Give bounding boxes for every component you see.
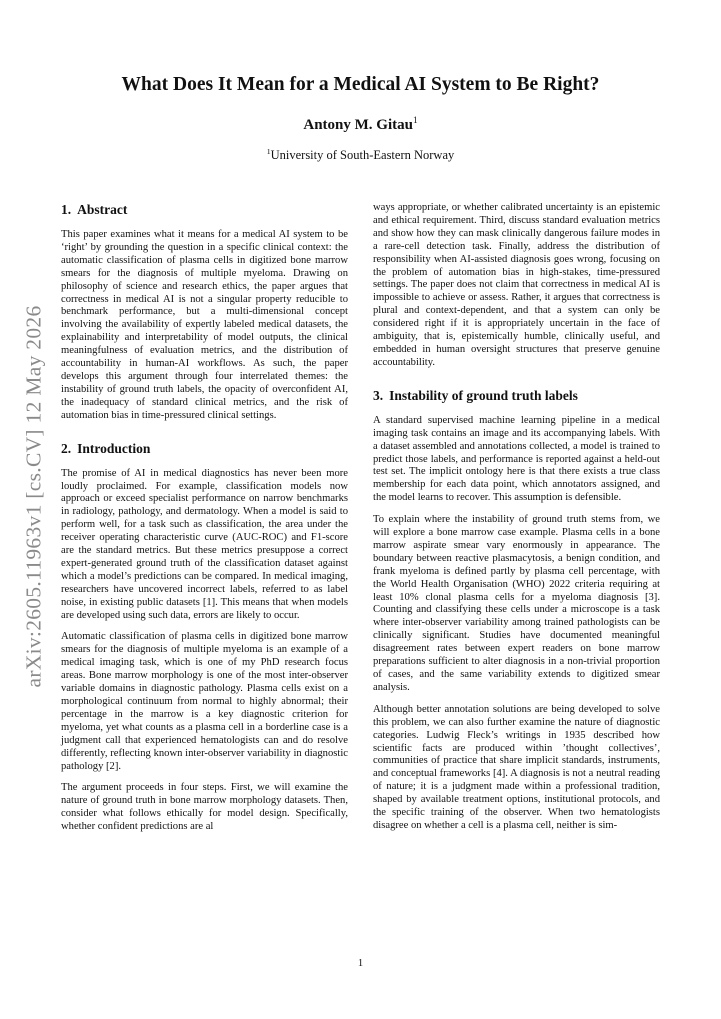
abstract-paragraph: This paper examines what it means for a medical AI system to be ‘right’ by grounding the question in a specific clinical context: the automatic classification of plasma cells in digitized bone marrow smears for the diagnosis of multiple myeloma. Drawing on philosophy of science and research ethics, the paper argues that correctness in medical AI is not a singular property reducible to benchmark performance, but a multi-dimensional concept involving the availability of expertly labeled medical datasets, the explainability and interpretability of model outputs, the clinical meaningfulness of evaluation metrics, and the distribution of accountability in human-AI workflows. As such, the paper develops this argument through four interrelated themes: the instability of ground truth labels, the opacity of overconfident AI, the inadequacy of standard clinical metrics, and the risk of automation bias in time-pressured clinical settings. <box>61 229 348 421</box>
introduction-paragraph-3: The argument proceeds in four steps. First, we will examine the nature of ground truth in bone marrow morphology datasets. Then, consider what follows ethically for model design. Specifically, whether confident predictions are al <box>61 782 348 833</box>
section-title: Instability of ground truth labels <box>389 387 578 403</box>
ground-truth-paragraph-1: A standard supervised machine learning pipeline in a medical imaging task contains an image and its accompanying labels. With a dataset assembled and annotations collected, a model is trained to predict those labels, and performance is reported against a held-out test set. The implicit ontology here is that there exists a true class membership for each data point, which annotators assigned, and the model learns to recover. This assumption is defensible. <box>373 414 660 504</box>
section-heading-introduction <box>61 441 348 457</box>
introduction-paragraph-1: The promise of AI in medical diagnostics has never been more loudly proclaimed. For example, classification models now approach or exceed specialist performance on narrow benchmarks in radiology, pathology, and dermatology. When a model is said to perform well, for a task such as classification, the area under the receiver operating characteristic curve (AUC-ROC) and F1-score are the standard metrics. But these metrics presuppose a correct expert-generated ground truth of the classification dataset against which a model’s predictions can be compared. In medical imaging, researchers have uncovered incorrect labels, referred to as label noise, in existing public datasets [1]. This means that when models are developed using such data, errors are likely to occur. <box>61 467 348 621</box>
arxiv-watermark <box>12 304 56 688</box>
section-title: Abstract <box>77 202 128 217</box>
arxiv-identifier: arXiv:2605.11963v1 [cs.CV] 12 May 2026 <box>21 304 46 688</box>
section-title: Introduction <box>77 440 151 456</box>
affiliation-mark: 1 <box>266 146 271 156</box>
section-number: 1. <box>61 202 72 217</box>
left-column <box>61 202 348 843</box>
paper-title: What Does It Mean for a Medical AI System to Be Right? <box>121 74 600 95</box>
section-heading-ground-truth <box>373 388 660 404</box>
introduction-paragraph-2: Automatic classification of plasma cells in digitized bone marrow smears for the diagnosis of multiple myeloma is an example of a medical imaging task, which is one of my PhD research focus areas. Bone marrow morphology is one of the most inter-observer variable domains in diagnostic pathology. Plasma cells exist on a morphological continuum from normal to highly abnormal; their percentage in the marrow is a key diagnostic criterion for myeloma, yet what counts as a plasma cell in a borderline case is a judgment call that experienced hematologists can and do resolve differently, reflecting known inter-observer variability in diagnostic pathology [2]. <box>61 631 348 772</box>
ground-truth-paragraph-3: Although better annotation solutions are being developed to solve this problem, we can also further examine the nature of diagnostic categories. Ludwig Fleck’s writings in 1935 described how scientific facts are produced within ’thought collectives’, communities of practice that share implicit standards, instruments, and conceptual frameworks [4]. A diagnosis is not a neutral reading of nature; it is a judgment made within a professional tradition, shaped by available treatment options, institutional protocols, and the specific training of the observer. When two hematologists disagree on whether a cell is a plasma cell, neither is sim- <box>373 703 660 831</box>
section-heading-abstract <box>61 202 348 218</box>
affiliation-text: University of South-Eastern Norway <box>270 148 455 162</box>
right-column <box>373 202 660 842</box>
introduction-paragraph-3-continued: ways appropriate, or whether calibrated uncertainty is an epistemic and ethical requirement. Third, discuss standard evaluation metrics and show how they can mask clinically dangerous failure modes in a rare-cell detection task. Finally, address the distribution of responsibility when AI-assisted diagnosis goes wrong, focusing on the problem of automation bias in high-stakes, time-pressured settings. The paper does not claim that correctness in medical AI is impossible to achieve or assess. Rather, it argues that correctness is plural and context-dependent, and that a system can only be considered right if it is appropriately uncertain in the face of ambiguity, that is, epistemically humble, clinically useful, and embedded in human oversight structures that preserve genuine accountability. <box>373 202 660 368</box>
section-number: 2. <box>61 440 72 456</box>
section-number: 3. <box>373 387 384 403</box>
author-line <box>0 117 721 134</box>
affiliation-line <box>0 148 721 163</box>
page-number: 1 <box>357 958 364 969</box>
ground-truth-paragraph-2: To explain where the instability of ground truth stems from, we will explore a bone marrow case example. Plasma cells in a bone marrow aspirate smear vary enormously in appearance. The boundary between reactive plasmacytosis, a benign condition, and frank myeloma is defined partly by plasma cell percentage, with the World Health Organisation (WHO) 2022 criteria requiring at least 10% clonal plasma cells for a myeloma diagnosis [3]. Counting and classifying these cells under a microscope is a task where inter-observer variability among trained pathologists can be clinically significant. Studies have documented meaningful disagreement rates between expert readers on bone marrow preparations sufficient to alter diagnosis in a non-trivial proportion of cases, and the same variability extends to digitized smear analysis. <box>373 514 660 693</box>
author-affiliation-mark: 1 <box>412 116 418 126</box>
author-name: Antony M. Gitau <box>303 117 413 133</box>
